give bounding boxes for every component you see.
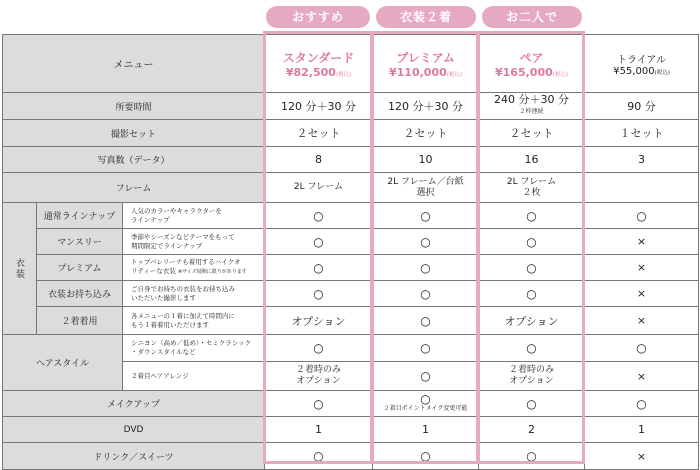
desc-note: ※サイズ展開に限りがあります	[177, 269, 247, 275]
desc-line: ２着目ヘアアレンジ	[131, 371, 189, 380]
plan-tax: (税込)	[446, 71, 463, 78]
desc-line: ・ダウンスタイルなど	[131, 348, 196, 356]
desc-line: 各メニューの１着に加えて時間内に	[131, 311, 235, 320]
row-label-sets: 撮影セット	[3, 120, 265, 147]
cell-value	[373, 173, 479, 203]
cell-value: 1	[585, 417, 699, 443]
cell-value	[265, 362, 373, 391]
dvd-row	[3, 417, 699, 443]
plan-name: ペア	[519, 50, 544, 65]
hair-row	[3, 335, 699, 362]
desc-line: 季節やシーズンなどテーマをもって	[131, 232, 235, 241]
cell-value: ×	[585, 307, 699, 335]
cell-value: ２セット	[479, 120, 585, 147]
cell-value: 2	[479, 417, 585, 443]
plan-pair	[479, 35, 585, 93]
costume-row	[3, 229, 699, 255]
frame-row	[3, 173, 699, 203]
cell-line: オプション	[509, 376, 554, 386]
desc-line: トップバレリーナも着用するハイクオ	[131, 258, 241, 266]
cell-value: ○	[265, 391, 373, 417]
row-label-photos: 写真数（データ）	[3, 147, 265, 173]
plan-trial	[585, 35, 699, 93]
desc-line: シニヨン（高め／低め）・セミクラシック	[131, 339, 252, 347]
badge-recommended: おすすめ	[266, 6, 370, 28]
cell-value: ○	[585, 203, 699, 229]
cell-value-text: 240 分＋30 分	[494, 93, 570, 106]
badge-two-costumes: 衣装２着	[376, 6, 476, 28]
desc-line: ご自身でお持ちの衣装をお持ち込み	[131, 284, 235, 293]
cell-value: 120 分＋30 分	[373, 93, 479, 120]
cell-value: 1	[265, 417, 373, 443]
cell-value: ２セット	[265, 120, 373, 147]
plan-name: トライアル	[617, 54, 667, 66]
cell-value	[373, 391, 479, 417]
cell-value: 90 分	[585, 93, 699, 120]
row-label: 衣装お持ち込み	[37, 281, 123, 307]
desc-line: 期間限定でラインナップ	[131, 241, 203, 250]
row-label-frame: フレーム	[3, 173, 265, 203]
row-label: プレミアム	[37, 255, 123, 281]
category-hair: ヘアスタイル	[3, 335, 123, 391]
cell-value: ○	[479, 203, 585, 229]
plan-comparison-table	[2, 34, 699, 470]
cell-value: ○	[265, 443, 373, 470]
desc-line: いただいた撮影します	[131, 293, 196, 302]
plan-tax: (税込)	[552, 71, 569, 78]
cell-line: ２着時のみ	[509, 365, 555, 375]
cell-value: ○	[479, 255, 585, 281]
cell-value: ×	[585, 255, 699, 281]
badge-for-two: お二人で	[482, 6, 582, 28]
photos-row	[3, 147, 699, 173]
cell-value: 8	[265, 147, 373, 173]
desc-line: リティーな衣装	[131, 267, 176, 275]
cell-line: 2L フレーム	[293, 182, 344, 192]
plan-price: ¥82,500	[285, 65, 336, 79]
row-label-makeup: メイクアップ	[3, 391, 265, 417]
cell-value: 120 分＋30 分	[265, 93, 373, 120]
cell-value: ○	[265, 281, 373, 307]
row-label-drink: ドリンク／スイーツ	[3, 443, 265, 470]
cell-line: ２着時のみ	[296, 365, 342, 375]
cell-value: ○	[373, 362, 479, 391]
row-description	[123, 255, 265, 281]
cell-value: ×	[585, 281, 699, 307]
cell-value: ×	[585, 229, 699, 255]
row-description	[123, 229, 265, 255]
cell-value: ○	[265, 335, 373, 362]
cell-value: 10	[373, 147, 479, 173]
cell-value: 1	[373, 417, 479, 443]
row-label-time: 所要時間	[3, 93, 265, 120]
plan-standard	[265, 35, 373, 93]
cell-value: ２セット	[373, 120, 479, 147]
desc-line: ラインナップ	[131, 215, 170, 224]
drink-row	[3, 443, 699, 470]
cell-value: ○	[373, 335, 479, 362]
cell-value: ○	[373, 281, 479, 307]
plan-premium	[373, 35, 479, 93]
cell-line: 2L フレーム	[506, 176, 557, 187]
cell-value	[479, 362, 585, 391]
cell-value	[585, 173, 699, 203]
desc-line: もう１着着用いただけます	[131, 320, 209, 329]
cell-value: ○	[479, 281, 585, 307]
plan-price: ¥165,000	[495, 65, 553, 79]
plan-tax: (税込)	[654, 69, 670, 76]
plan-price: ¥55,000	[613, 65, 655, 77]
cell-value: ×	[585, 443, 699, 470]
row-description	[123, 335, 265, 362]
row-label: 通常ラインナップ	[37, 203, 123, 229]
cell-value: ○	[479, 229, 585, 255]
makeup-row	[3, 391, 699, 417]
row-description	[123, 281, 265, 307]
cell-line: ２枚	[522, 187, 541, 198]
cell-value: ○	[585, 335, 699, 362]
cell-value	[265, 173, 373, 203]
sets-row	[3, 120, 699, 147]
time-row	[3, 93, 699, 120]
row-description	[123, 203, 265, 229]
desc-line: 人気のカラーやキャラクターを	[131, 206, 222, 215]
cell-sub-note: ２着目ポイントメイク変更可能	[383, 404, 468, 412]
row-label: マンスリー	[37, 229, 123, 255]
cell-value: ○	[373, 229, 479, 255]
cell-value: ○	[479, 335, 585, 362]
cell-value: ○	[373, 255, 479, 281]
cell-value: １セット	[585, 120, 699, 147]
cell-line: 選択	[416, 187, 435, 198]
plan-tax: (税込)	[335, 71, 352, 78]
cell-value: オプション	[265, 307, 373, 335]
costume-row	[3, 255, 699, 281]
menu-row	[3, 35, 699, 93]
category-costume: 衣装	[3, 203, 37, 335]
cell-value: 16	[479, 147, 585, 173]
cell-value: ○	[265, 229, 373, 255]
cell-value	[479, 173, 585, 203]
cell-value: ○	[373, 443, 479, 470]
cell-value	[479, 93, 585, 120]
cell-line: オプション	[296, 376, 341, 386]
cell-line: 2L フレーム／台紙	[387, 176, 464, 187]
cell-value: ○	[479, 443, 585, 470]
cell-value: 3	[585, 147, 699, 173]
cell-value: オプション	[479, 307, 585, 335]
costume-row	[3, 307, 699, 335]
cell-sub-note: ２枠連続	[519, 108, 544, 115]
row-description	[123, 307, 265, 335]
plan-price: ¥110,000	[389, 65, 447, 79]
cell-value: ○	[265, 255, 373, 281]
cell-value: ○	[373, 307, 479, 335]
row-label: ２着着用	[37, 307, 123, 335]
cell-value-text: ○	[420, 391, 431, 406]
costume-row	[3, 203, 699, 229]
costume-row	[3, 281, 699, 307]
cell-value: ○	[585, 391, 699, 417]
row-label-menu: メニュー	[3, 35, 265, 93]
row-label-dvd: DVD	[3, 417, 265, 443]
plan-name: プレミアム	[396, 50, 455, 65]
plan-name: スタンダード	[282, 50, 355, 65]
cell-value: ×	[585, 362, 699, 391]
cell-value: ○	[479, 391, 585, 417]
cell-value: ○	[265, 203, 373, 229]
cell-value: ○	[373, 203, 479, 229]
row-description	[123, 362, 265, 391]
